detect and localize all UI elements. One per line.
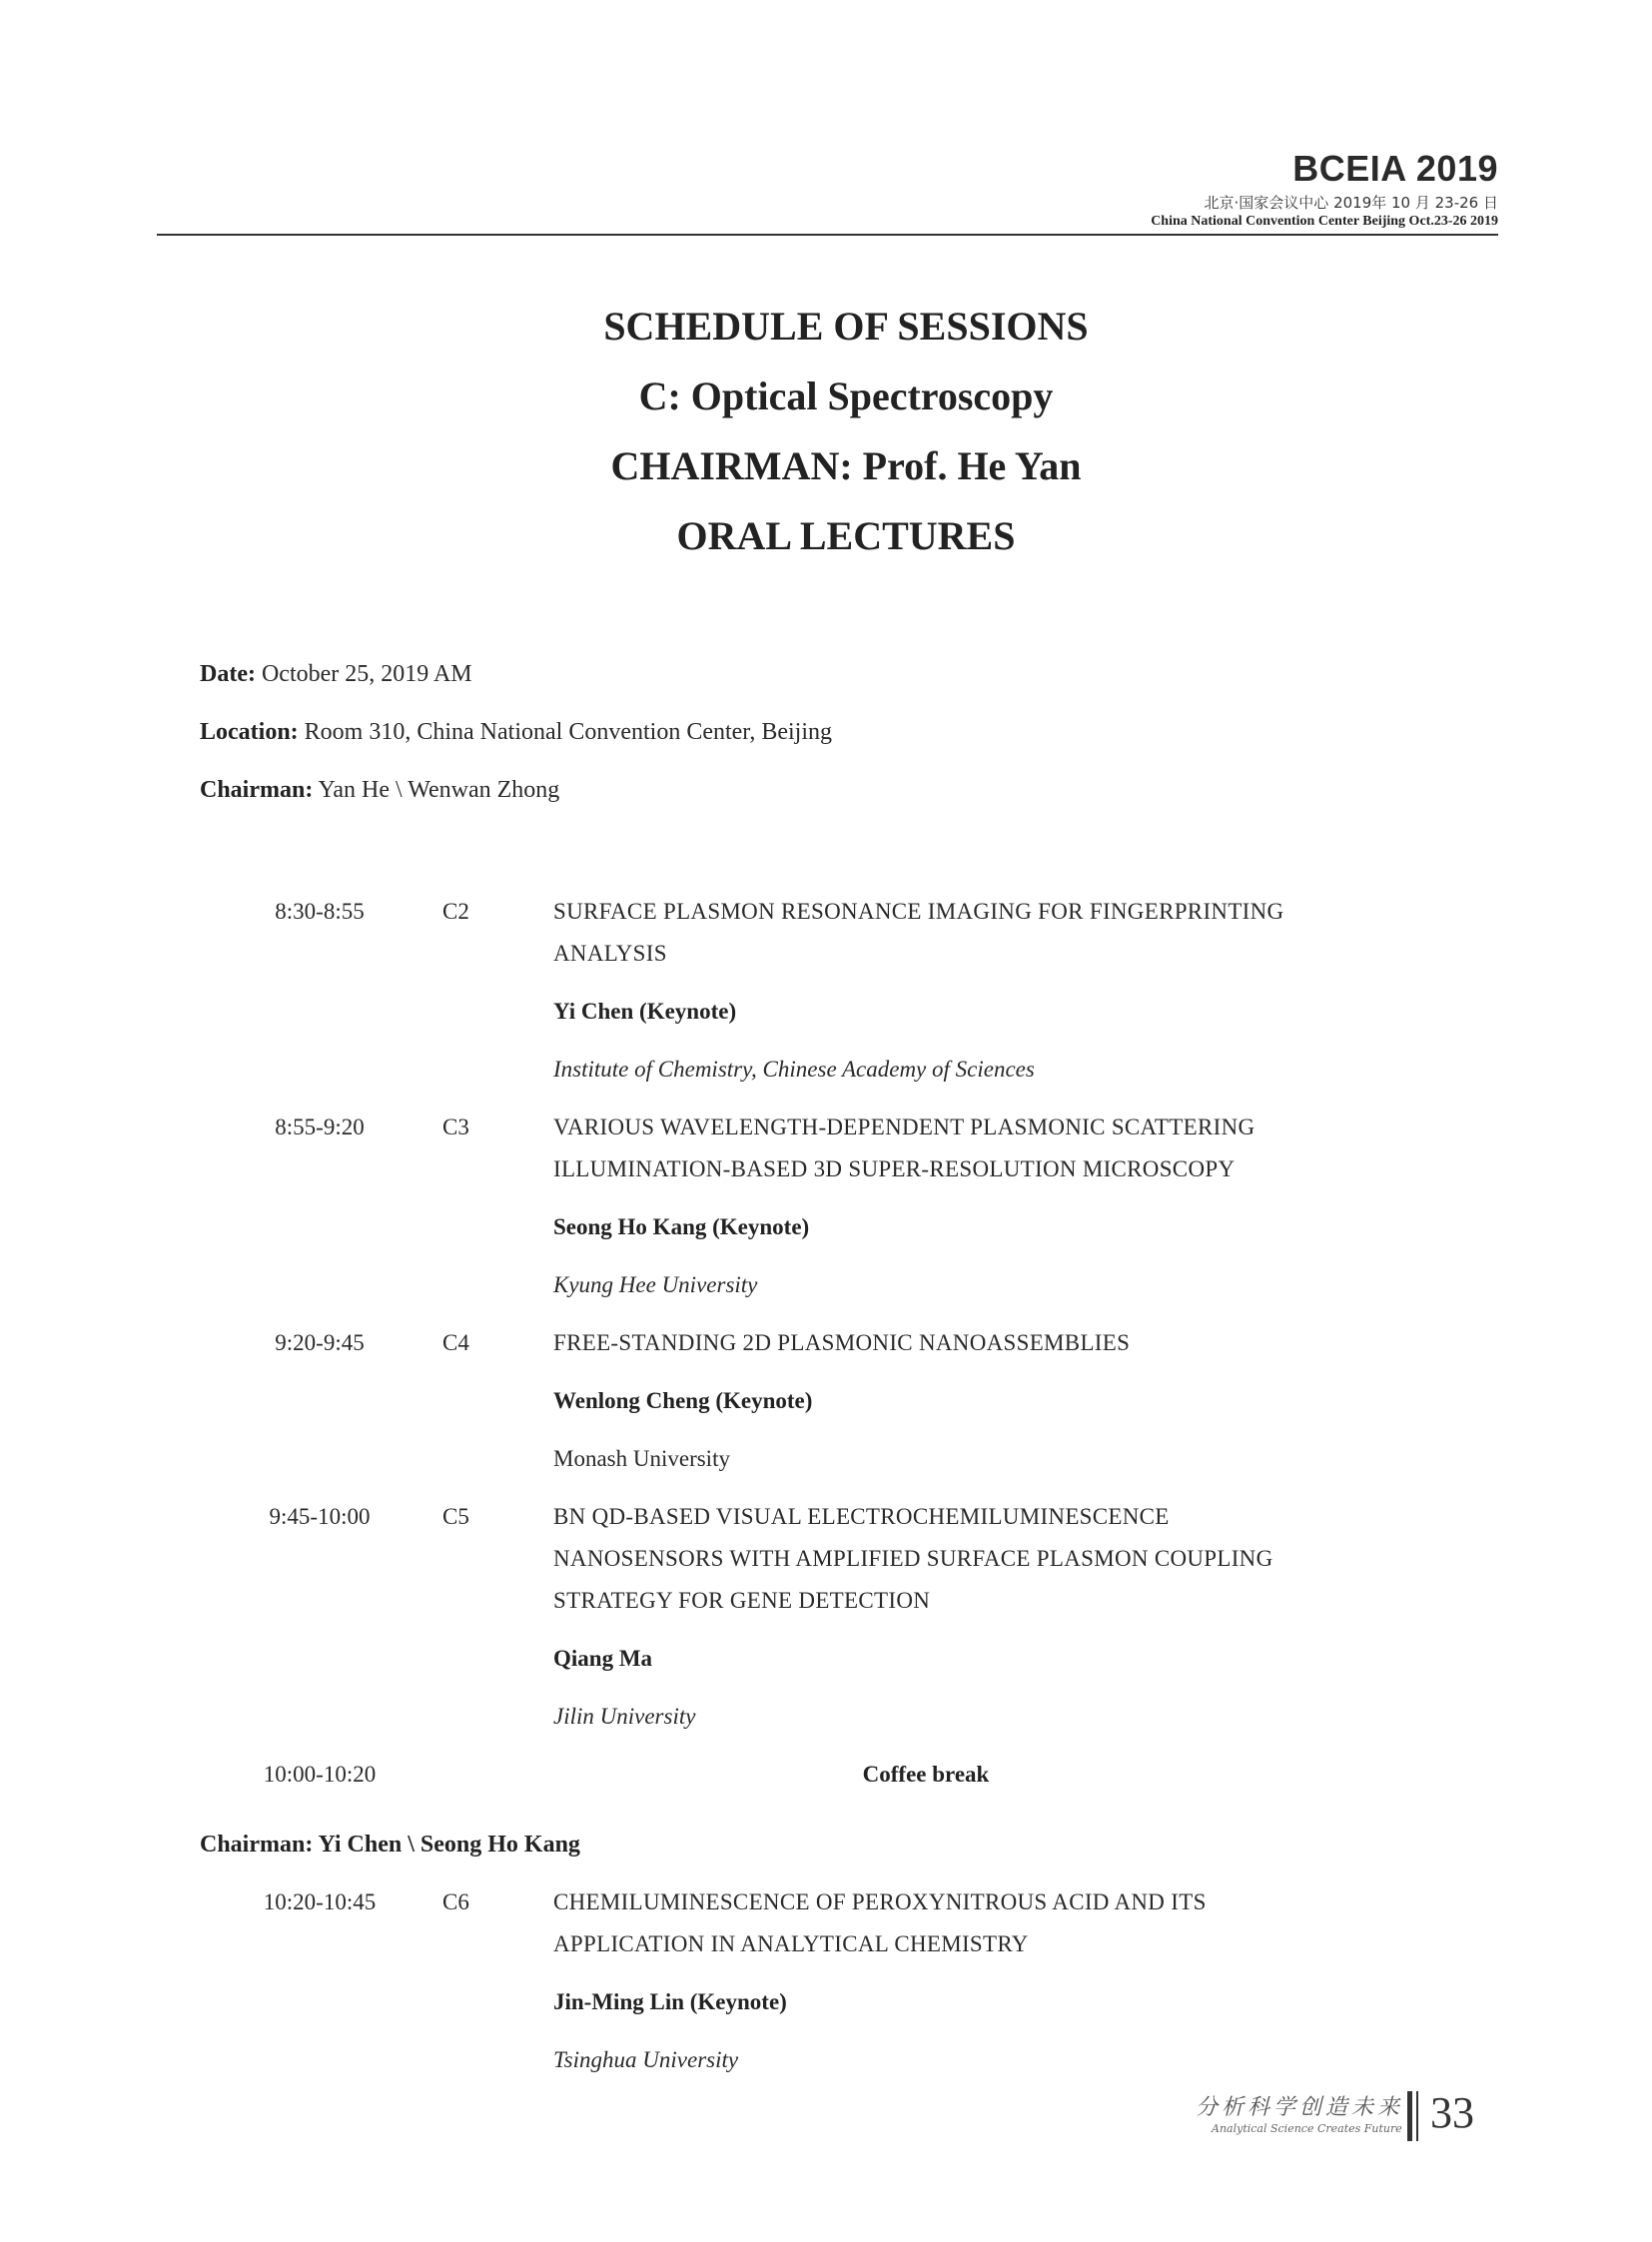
session-title-line: SURFACE PLASMON RESONANCE IMAGING FOR FINGERPRINTING <box>553 899 1284 924</box>
session-title-line: FREE-STANDING 2D PLASMONIC NANOASSEMBLIES <box>553 1330 1131 1355</box>
page-number: 33 <box>1430 2088 1474 2137</box>
session-time: 10:20-10:45 <box>263 1889 377 1914</box>
coffee-break-row <box>0 1754 1652 1796</box>
meta-location-value: Room 310, China National Convention Center, Beijing <box>298 719 832 745</box>
session-meta <box>200 659 832 833</box>
footer-divider-thin <box>1416 2091 1418 2141</box>
meta-date <box>200 659 832 717</box>
session-time: 9:45-10:00 <box>269 1504 371 1529</box>
session-affiliation: Kyung Hee University <box>553 1272 758 1297</box>
session-title-line: NANOSENSORS WITH AMPLIFIED SURFACE PLASMON COUPLING <box>553 1546 1273 1571</box>
coffee-break-time: 10:00-10:20 <box>263 1762 377 1787</box>
meta-chairman-value: Yan He \ Wenwan Zhong <box>313 777 560 803</box>
session-affiliation: Monash University <box>553 1446 730 1471</box>
session-entry-c3 <box>0 1107 1652 1306</box>
meta-location <box>200 717 832 775</box>
session-code: C5 <box>442 1504 469 1529</box>
header-brand: BCEIA 2019 <box>1292 148 1498 189</box>
coffee-break-label: Coffee break <box>862 1762 990 1787</box>
meta-date-value: October 25, 2019 AM <box>255 661 472 687</box>
title-block <box>0 292 1652 571</box>
header-divider <box>157 234 1498 236</box>
session-speaker: Seong Ho Kang (Keynote) <box>553 1214 810 1239</box>
title-chairman: CHAIRMAN: Prof. He Yan <box>610 443 1082 488</box>
session-code: C2 <box>442 899 469 924</box>
footer-motto-en: Analytical Science Creates Future <box>1212 2122 1402 2135</box>
session-entry-c2 <box>0 891 1652 1091</box>
session-speaker: Wenlong Cheng (Keynote) <box>553 1388 813 1413</box>
footer-motto-cn: 分析科学创造未来 <box>1196 2095 1404 2120</box>
title-oral-lectures: ORAL LECTURES <box>676 513 1016 558</box>
session-code: C6 <box>442 1889 469 1914</box>
session-title-line: CHEMILUMINESCENCE OF PEROXYNITROUS ACID AND ITS <box>553 1889 1207 1914</box>
session-time: 8:30-8:55 <box>275 899 365 924</box>
session-affiliation: Tsinghua University <box>553 2047 739 2072</box>
footer-divider-thick <box>1407 2091 1412 2141</box>
session-speaker: Qiang Ma <box>553 1646 653 1671</box>
session-entry-c5 <box>0 1496 1652 1738</box>
session-affiliation: Institute of Chemistry, Chinese Academy of Sciences <box>553 1057 1035 1082</box>
session-speaker: Yi Chen (Keynote) <box>553 999 737 1024</box>
title-topic: C: Optical Spectroscopy <box>638 374 1054 418</box>
title-schedule: SCHEDULE OF SESSIONS <box>603 304 1089 349</box>
session-title-line: BN QD-BASED VISUAL ELECTROCHEMILUMINESCENCE <box>553 1504 1170 1529</box>
meta-date-label: Date: <box>200 661 256 687</box>
session-time: 8:55-9:20 <box>275 1115 365 1139</box>
meta-location-label: Location: <box>200 719 299 745</box>
session-entry-c4 <box>0 1322 1652 1480</box>
meta-chairman-label: Chairman: <box>200 777 314 803</box>
header-subtitle-cn: 北京·国家会议中心 2019年 10 月 23-26 日 <box>1204 194 1498 212</box>
session-title-line: ILLUMINATION-BASED 3D SUPER-RESOLUTION MICROSCOPY <box>553 1156 1236 1181</box>
session-affiliation: Jilin University <box>553 1704 696 1729</box>
session-time: 9:20-9:45 <box>275 1330 365 1355</box>
session-code: C3 <box>442 1115 469 1139</box>
second-chairman: Chairman: Yi Chen \ Seong Ho Kang <box>200 1832 580 1858</box>
session-title-line: STRATEGY FOR GENE DETECTION <box>553 1588 931 1613</box>
header-subtitle-en: China National Convention Center Beijing Oct.23-26 2019 <box>1151 214 1498 229</box>
session-title-line: VARIOUS WAVELENGTH-DEPENDENT PLASMONIC SCATTERING <box>553 1115 1255 1139</box>
session-title-line: ANALYSIS <box>553 941 667 966</box>
session-code: C4 <box>442 1330 469 1355</box>
sessions-list <box>0 891 1652 2081</box>
meta-chairman <box>200 775 832 833</box>
session-speaker: Jin-Ming Lin (Keynote) <box>553 1989 787 2014</box>
session-entry-c6 <box>0 1881 1652 2081</box>
session-title-line: APPLICATION IN ANALYTICAL CHEMISTRY <box>553 1931 1029 1956</box>
